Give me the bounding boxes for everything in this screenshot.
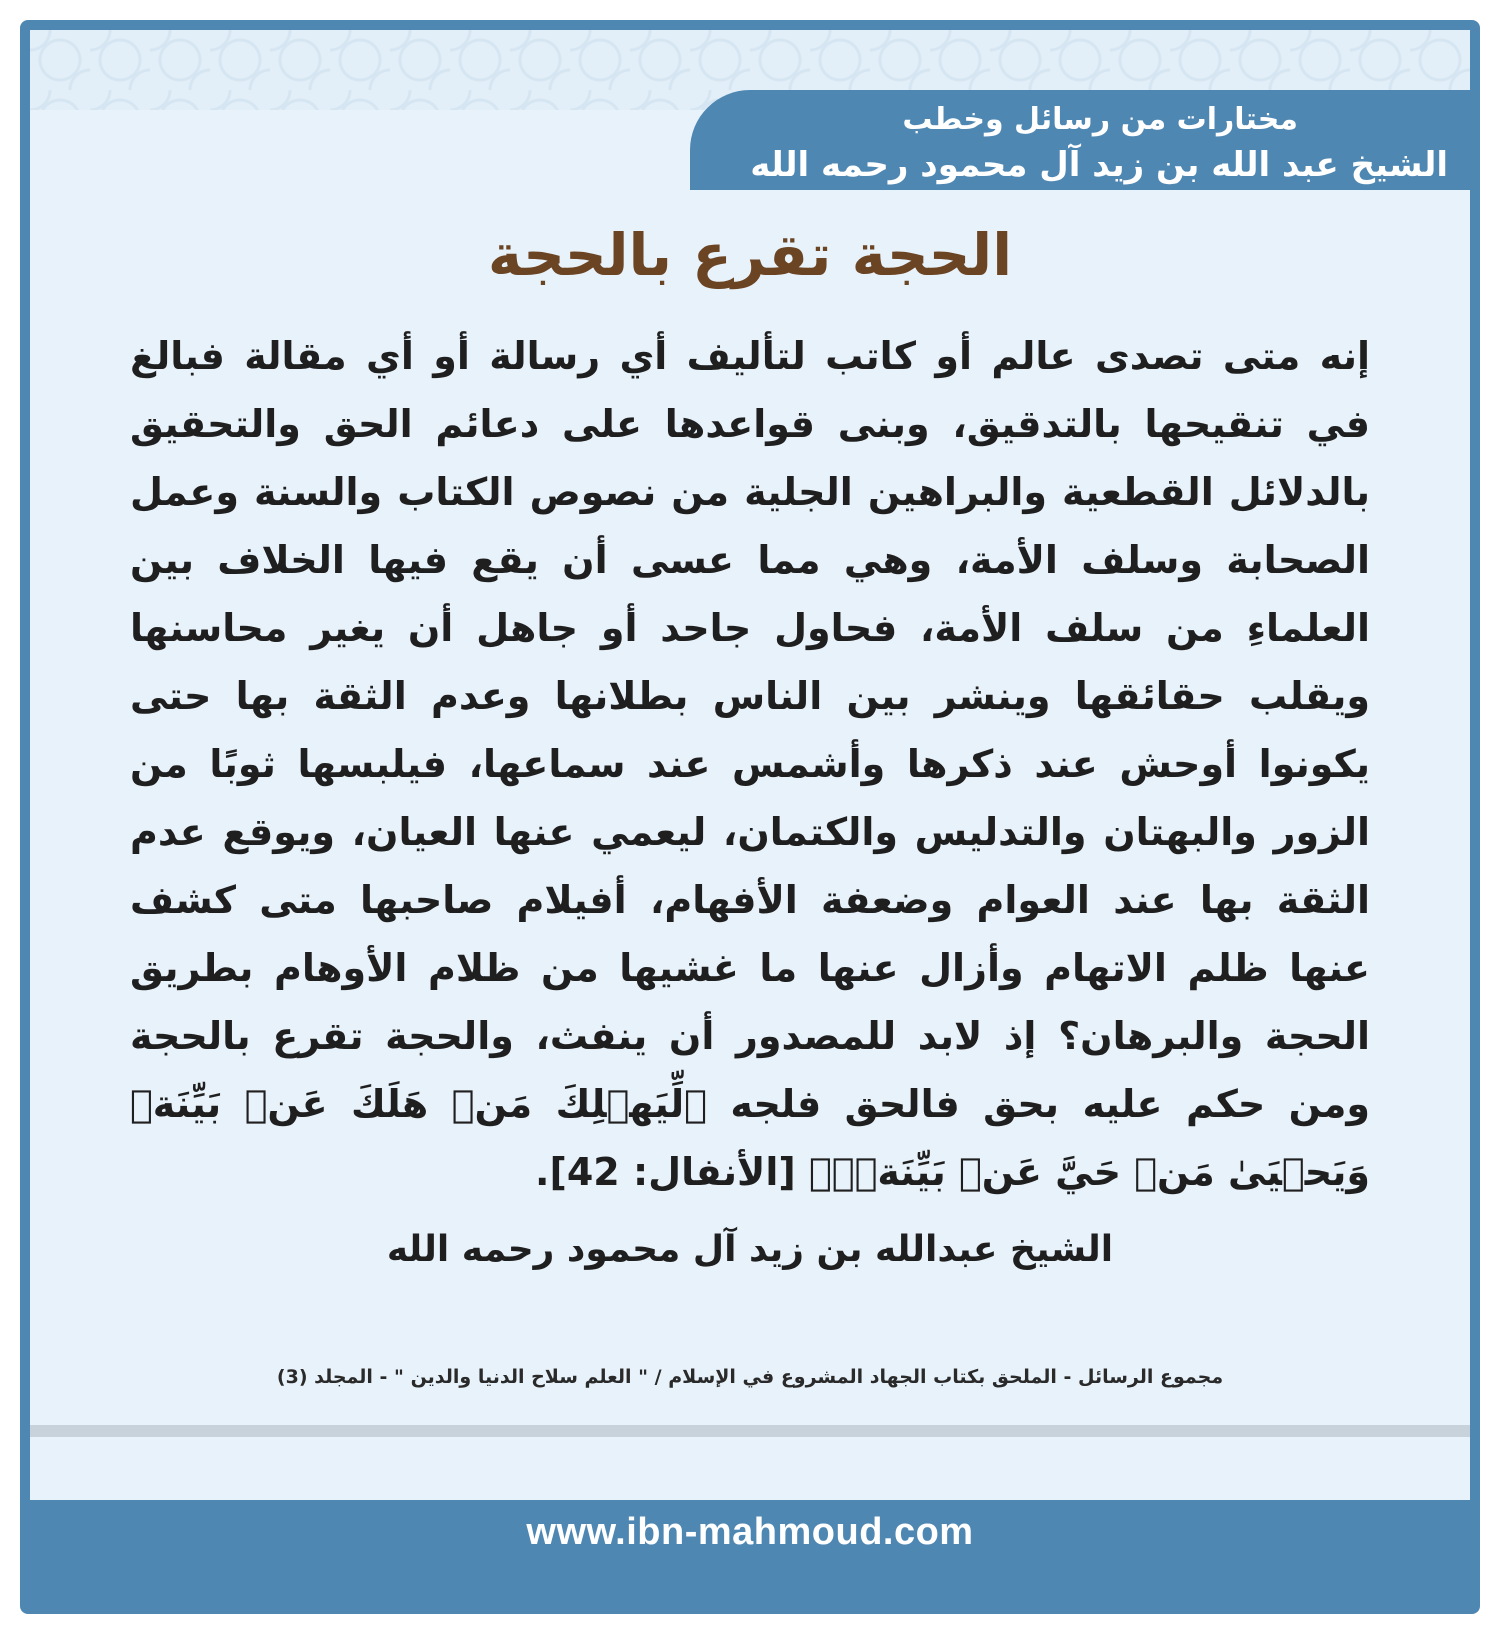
header-author-name: الشيخ عبد الله بن زيد آل محمود رحمه الله	[750, 145, 1448, 185]
verse-citation: [الأنفال: 42].	[535, 1150, 796, 1194]
header-banner	[690, 90, 1470, 190]
page-frame	[20, 20, 1480, 1614]
article-title: الحجة تقرع بالحجة	[487, 221, 1013, 289]
author-signature: الشيخ عبدالله بن زيد آل محمود رحمه الله	[386, 1229, 1114, 1270]
divider	[30, 1425, 1470, 1437]
source-reference: مجموع الرسائل - الملحق بكتاب الجهاد المشروع في الإسلام / " العلم سلاح الدنيا والدين " - المجلد (3)	[276, 1366, 1224, 1388]
website-link[interactable]: www.ibn-mahmoud.com	[526, 1510, 974, 1553]
header-series-title: مختارات من رسائل وخطب	[902, 102, 1298, 137]
article-body	[130, 322, 1370, 1206]
quran-verse: ﴿لِّيَهۡلِكَ مَنۡ هَلَكَ عَنۢ بَيِّنَةٖ وَيَحۡيَىٰ مَنۡ حَيَّ عَنۢ بَيِّنَةٖۗ﴾	[130, 1082, 1370, 1194]
content-panel	[30, 30, 1470, 1500]
article-body-text: إنه متى تصدى عالم أو كاتب لتأليف أي رسالة أو أي مقالة فبالغ في تنقيحها بالتدقيق، وبنى قواعدها على دعائم الحق والتحقيق بالدلائل القطعية والبراهين الجلية من نصوص الكتاب والسنة وعمل الصحابة وسلف الأمة، وهي مما عسى أن يقع فيها الخلاف بين العلماءِ من سلف الأمة، فحاول جاحد أو جاهل أن يغير محاسنها ويقلب حقائقها وينشر بين الناس بطلانها وعدم الثقة بها حتى يكونوا أوحش عند ذكرها وأشمس عند سماعها، فيلبسها ثوبًا من الزور والبهتان والتدليس والكتمان، ليعمي عنها العيان، ويوقع عدم الثقة بها عند العوام وضعفة الأفهام، أفيلام صاحبها متى كشف عنها ظلم الاتهام وأزال عنها ما غشيها من ظلام الأوهام بطريق الحجة والبرهان؟ إذ لابد للمصدور أن ينفث، والحجة تقرع بالحجة ومن حكم عليه بحق فالحق فلجه	[130, 334, 1371, 1126]
footer-bar	[20, 1450, 1480, 1614]
